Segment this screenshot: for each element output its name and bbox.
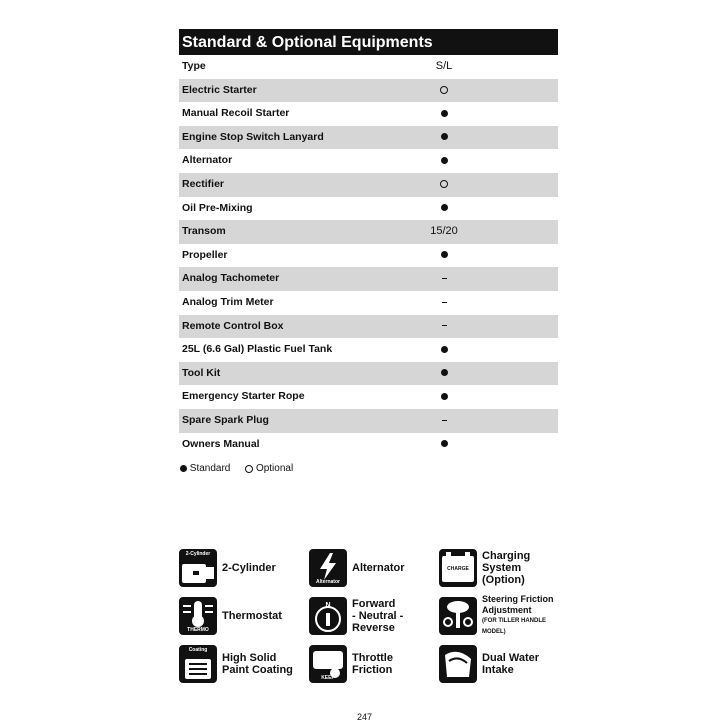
standard-dot-icon <box>424 244 464 268</box>
standard-dot-icon <box>424 385 464 409</box>
feature-label-line: High Solid <box>222 652 277 664</box>
table-row <box>179 79 558 103</box>
alternator-icon <box>309 549 347 587</box>
feature-item <box>179 549 307 589</box>
row-label: Engine Stop Switch Lanyard <box>182 130 324 143</box>
legend-optional-label: Optional <box>255 463 294 474</box>
table-row <box>179 385 558 409</box>
feature-label-line: Friction <box>352 664 393 676</box>
standard-dot-icon <box>424 338 464 362</box>
feature-label-line: Dual Water <box>482 652 540 664</box>
table-row <box>179 409 558 433</box>
forward-neutral-reverse-icon <box>309 597 347 635</box>
row-label: Remote Control Box <box>182 319 284 332</box>
legend-standard-label: Standard <box>189 463 231 474</box>
charging-system-icon <box>439 549 477 587</box>
coating-icon <box>179 645 217 683</box>
not-available-dash <box>424 409 464 433</box>
table-row <box>179 338 558 362</box>
table-row <box>179 220 558 244</box>
icon-caption: Coating <box>188 647 208 653</box>
legend-optional <box>245 463 293 474</box>
feature-item <box>309 597 437 637</box>
feature-label-line: 2-Cylinder <box>222 562 276 574</box>
feature-item <box>179 597 307 637</box>
row-label: Owners Manual <box>182 437 260 450</box>
feature-label-line: Alternator <box>352 562 405 574</box>
row-label: Tool Kit <box>182 366 221 379</box>
table-row <box>179 173 558 197</box>
thermostat-icon <box>179 597 217 635</box>
feature-label-line: Reverse <box>352 622 395 634</box>
page-number: 247 <box>357 712 373 722</box>
table-row <box>179 244 558 268</box>
icon-caption: 2-Cylinder <box>185 551 211 557</box>
optional-circle-icon <box>424 173 464 197</box>
feature-label-line: Intake <box>482 664 514 676</box>
header-model-value: S/L <box>435 60 453 72</box>
dual-water-intake-icon <box>439 645 477 683</box>
row-label: Emergency Starter Rope <box>182 390 305 403</box>
feature-label <box>352 645 393 683</box>
table-row <box>179 126 558 150</box>
row-value: 15/20 <box>430 225 458 238</box>
feature-label <box>222 597 282 635</box>
feature-label-line: (Option) <box>482 574 525 586</box>
feature-label <box>352 549 405 587</box>
feature-item <box>179 645 307 685</box>
feature-label <box>222 645 293 683</box>
row-label: Spare Spark Plug <box>182 413 269 426</box>
table-row <box>179 433 558 457</box>
feature-item <box>309 645 437 685</box>
row-label: Oil Pre-Mixing <box>182 201 253 214</box>
row-label: Manual Recoil Starter <box>182 107 290 120</box>
standard-dot-icon <box>424 149 464 173</box>
standard-dot-icon <box>424 197 464 221</box>
table-title: Standard & Optional Equipments <box>179 29 558 55</box>
not-available-dash <box>424 267 464 291</box>
filled-dot-icon <box>180 465 187 472</box>
row-label: Alternator <box>182 154 233 167</box>
feature-label-line: Thermostat <box>222 610 282 622</box>
row-label: 25L (6.6 Gal) Plastic Fuel Tank <box>182 343 333 356</box>
feature-label-line: - Neutral - <box>352 610 404 622</box>
feature-label <box>482 645 539 683</box>
row-label: Propeller <box>182 248 228 261</box>
table-row <box>179 291 558 315</box>
feature-item <box>439 594 567 637</box>
legend-standard <box>180 463 230 474</box>
icon-caption: Alternator <box>316 579 340 585</box>
row-label: Analog Trim Meter <box>182 295 274 308</box>
standard-dot-icon <box>424 102 464 126</box>
header-type-label: Type <box>182 60 206 72</box>
feature-item <box>439 645 567 685</box>
standard-dot-icon <box>424 126 464 150</box>
table-row <box>179 102 558 126</box>
icon-caption: N <box>325 602 331 609</box>
feature-item <box>309 549 437 589</box>
feature-label <box>222 549 276 587</box>
standard-dot-icon <box>424 362 464 386</box>
table-row <box>179 362 558 386</box>
feature-label-line: Forward <box>352 598 396 610</box>
optional-circle-icon <box>424 79 464 103</box>
standard-dot-icon <box>424 433 464 457</box>
feature-label-line: Adjustment <box>482 605 532 615</box>
icon-caption: KEEP <box>321 675 335 681</box>
table-body <box>179 79 558 457</box>
feature-label-line: Charging System <box>482 550 531 574</box>
feature-label <box>352 597 403 635</box>
hollow-circle-icon <box>245 465 253 473</box>
table-row <box>179 267 558 291</box>
feature-note: (FOR TILLER HANDLE MODEL) <box>482 618 546 635</box>
not-available-dash <box>424 315 464 339</box>
feature-label <box>482 594 567 635</box>
icon-caption: CHARGE <box>447 566 469 572</box>
steering-friction-icon <box>439 597 477 635</box>
icon-caption: THERMO <box>187 627 209 633</box>
table-row <box>179 197 558 221</box>
feature-item <box>439 549 567 589</box>
table-header-row <box>179 55 558 79</box>
feature-label-line: Paint Coating <box>222 664 293 676</box>
table-row <box>179 149 558 173</box>
feature-label-line: Throttle <box>352 652 393 664</box>
feature-label <box>482 549 567 587</box>
equipment-table <box>179 29 558 456</box>
row-label: Rectifier <box>182 177 225 190</box>
feature-label-line: Steering Friction <box>482 594 554 604</box>
throttle-friction-icon <box>309 645 347 683</box>
legend <box>180 463 305 474</box>
row-label: Transom <box>182 225 226 238</box>
row-label: Electric Starter <box>182 83 257 96</box>
row-label: Analog Tachometer <box>182 272 280 285</box>
table-row <box>179 315 558 339</box>
two-cylinder-icon <box>179 549 217 587</box>
not-available-dash <box>424 291 464 315</box>
